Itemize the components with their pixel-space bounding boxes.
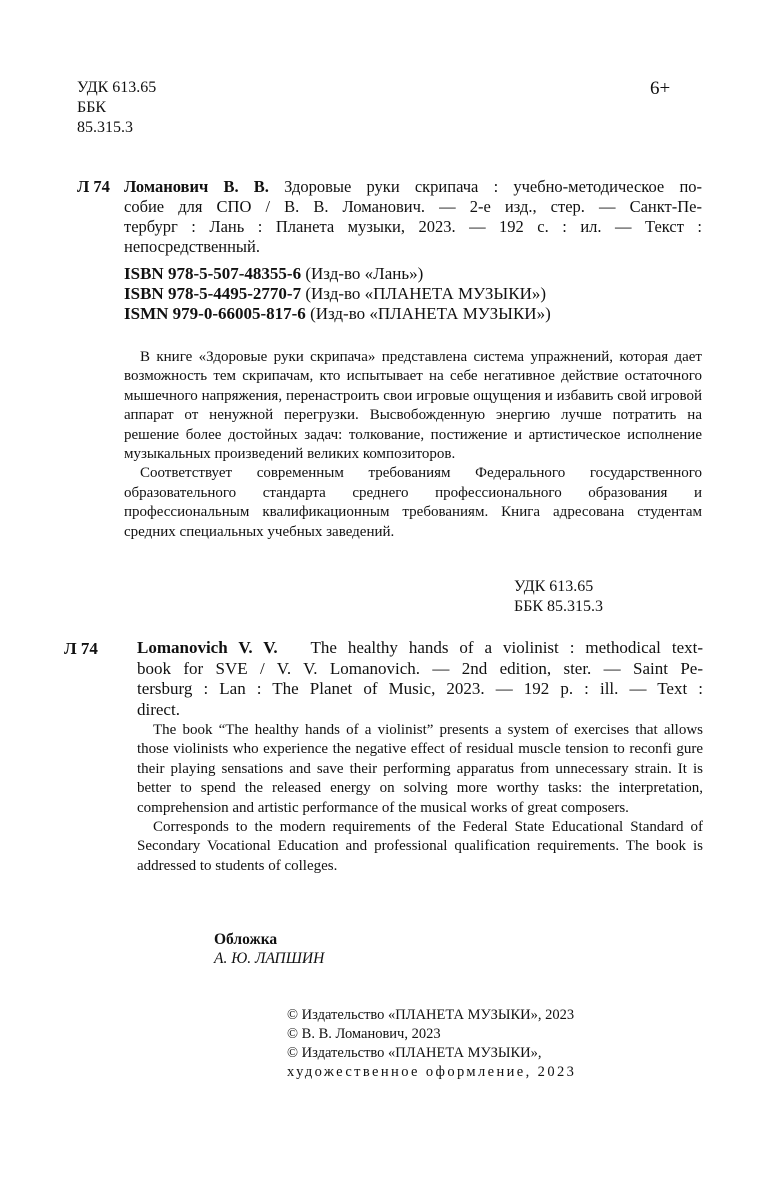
bbk-label: ББК [77,99,107,116]
en-author: Lomanovich V. V. [137,638,278,657]
en-entry-line-1: The healthy hands of a violinist : methodical text- [310,638,703,657]
copyright-line: © Издательство «ПЛАНЕТА МУЗЫКИ», [287,1045,542,1061]
ismn-row [124,304,702,324]
isbn-row [124,284,702,304]
isbn-publisher: (Изд-во «ПЛАНЕТА МУЗЫКИ») [305,284,547,303]
en-abstract-paragraph-2: Corresponds to the modern requirements of the Federal State Educational Standard of Secondary Vocational Education and professional qualification requirements. The book is addressed to students of colleges. [137,819,703,874]
copyright-line: художественное оформление, 2023 [287,1064,577,1080]
isbn-label: ISBN [124,264,164,283]
en-bibliographic-entry [137,638,703,720]
ru-abstract-paragraph-1: В книге «Здоровые руки скрипача» представлена система упражнений, которая дает возможность тем скрипачам, кто испытывает на себе негативное действие остаточного мышечного напряжения, перенастроить свои игровые ощущения и избавить свой игровой аппарат от ненужной перегрузки. Высвобожденную энергию лучше потратить на решение более достойных задач: толкование, постижение и артистическое исполнение музыкальных произведений великих композиторов. [124,349,702,463]
copyright-line: © Издательство «ПЛАНЕТА МУЗЫКИ», 2023 [287,1007,575,1023]
ru-entry-line-3: тербург : Лань : Планета музыки, 2023. — 192 с. : ил. — Текст : [124,217,702,236]
ru-author: Ломанович В. В. [124,177,269,196]
ru-abstract [124,348,702,542]
en-entry-line-2: book for SVE / V. V. Lomanovich. — 2nd edition, ster. — Saint Pe- [137,658,703,678]
header-classification [77,78,156,138]
ru-author-mark: Л 74 [77,177,110,196]
ismn-publisher: (Изд-во «ПЛАНЕТА МУЗЫКИ») [310,304,551,323]
cover-credit-label: Обложка [214,931,278,948]
udk-code: УДК 613.65 [77,79,157,96]
ru-entry-line-1: Здоровые руки скрипача : учебно-методическое по- [284,177,703,196]
classification-codes [514,577,603,617]
ru-entry-line-2: собие для СПО / В. В. Ломанович. — 2-е изд., стер. — Санкт-Пе- [124,197,702,216]
age-rating: 6+ [650,78,671,99]
ru-abstract-paragraph-2: Соответствует современным требованиям Федерального государственного образовательного стандарта среднего профессионального образования и профессиональным квалификационным требованиям. Книга адресована студентам средних специальных учебных заведений. [124,465,702,540]
ru-bibliographic-entry [124,177,702,257]
en-entry-line-3: tersburg : Lan : The Planet of Music, 2023. — 192 p. : ill. — Text : [137,679,703,698]
udk-code-right: УДК 613.65 [514,578,594,595]
ismn-number: 979-0-66005-817-6 [172,304,306,323]
copyright-line: © В. В. Ломанович, 2023 [287,1026,441,1042]
ru-entry-line-4: непосредственный. [124,237,260,256]
en-abstract-paragraph-1: The book “The healthy hands of a violinist” presents a system of exercises that allows those violinists who experience the negative effect of residual muscle tension to reconfi gure their playing sensations and save their performing apparatus from unnecessary strain. It is better to spend the released energy on solving more worthy tasks: the interpretation, comprehension and artistic performance of the musical works of great composers. [137,722,703,816]
cover-designer-name: А. Ю. ЛАПШИН [214,950,325,967]
isbn-number: 978-5-507-48355-6 [167,264,302,283]
bbk-code: 85.315.3 [77,119,133,136]
bbk-code-right: ББК 85.315.3 [514,598,604,615]
isbn-number: 978-5-4495-2770-7 [167,284,302,303]
en-author-mark: Л 74 [64,639,98,658]
isbn-label: ISBN [124,284,164,303]
en-entry-line-4: direct. [137,699,180,719]
copyright-block [287,1006,576,1082]
ismn-label: ISMN [124,304,169,323]
isbn-row [124,264,702,284]
en-abstract [137,721,703,876]
isbn-publisher: (Изд-во «Лань») [305,264,424,283]
isbn-block [124,264,702,324]
